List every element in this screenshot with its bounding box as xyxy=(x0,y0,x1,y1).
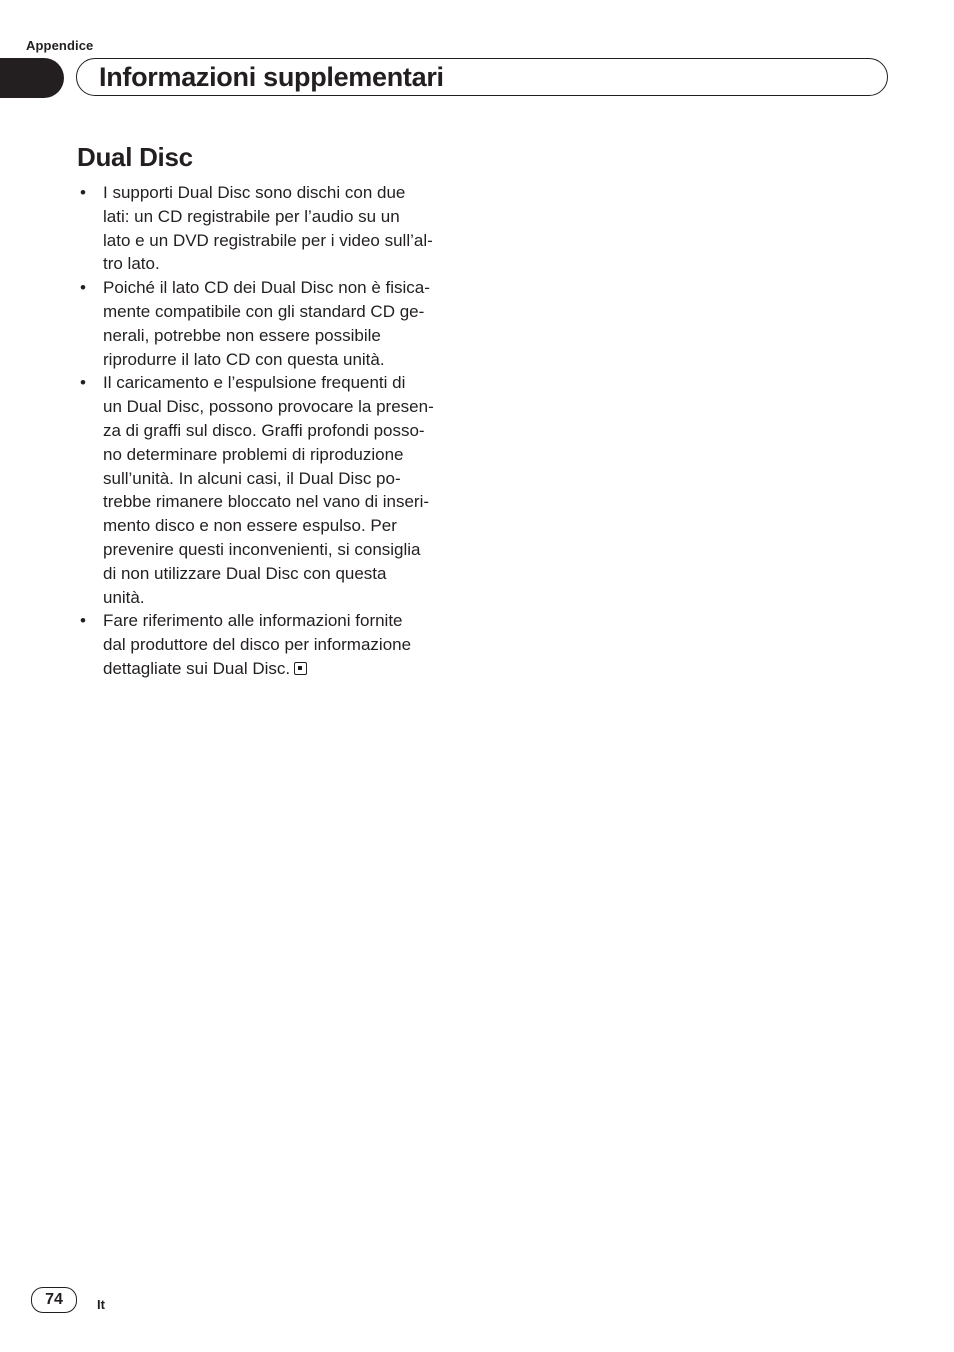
bullet-line: mente compatibile con gli standard CD ge- xyxy=(103,301,425,321)
bullet-line: mento disco e non essere espulso. Per xyxy=(103,516,397,536)
bullet-line: dal produttore del disco per informazione xyxy=(103,635,412,655)
bullet-dot-icon: • xyxy=(80,611,86,631)
bullet-item xyxy=(78,181,470,276)
bullet-line: sull’unità. In alcuni casi, il Dual Disc po- xyxy=(103,468,401,488)
bullet-line: nerali, potrebbe non essere possibile xyxy=(103,325,381,345)
bullet-item xyxy=(78,276,470,371)
section-heading: Dual Disc xyxy=(77,142,193,172)
bullet-line: prevenire questi inconvenienti, si consiglia xyxy=(103,539,421,559)
bullet-line: lati: un CD registrabile per l’audio su un xyxy=(103,206,400,226)
language-code: It xyxy=(97,1297,105,1312)
bullet-line: dettagliate sui Dual Disc. xyxy=(103,658,291,678)
bullet-line: Poiché il lato CD dei Dual Disc non è fisica- xyxy=(103,278,430,298)
end-of-section-icon xyxy=(294,662,307,675)
bullet-line: trebbe rimanere bloccato nel vano di inseri- xyxy=(103,492,430,512)
bullet-list xyxy=(78,181,470,681)
chapter-title: Informazioni supplementari xyxy=(99,62,444,92)
bullet-dot-icon: • xyxy=(80,183,86,202)
bullet-dot-icon: • xyxy=(80,373,86,393)
bullet-line: di non utilizzare Dual Disc con questa xyxy=(103,563,387,583)
bullet-line: un Dual Disc, possono provocare la presen- xyxy=(103,397,434,417)
bullet-line: riprodurre il lato CD con questa unità. xyxy=(103,349,385,369)
chapter-title-frame xyxy=(76,58,888,96)
bullet-line: tro lato. xyxy=(103,254,160,274)
bullet-line: lato e un DVD registrabile per i video sull’al- xyxy=(103,230,433,250)
bullet-line: no determinare problemi di riproduzione xyxy=(103,444,404,464)
bullet-item xyxy=(78,371,470,609)
page-number: 74 xyxy=(31,1287,77,1313)
bullet-line: unità. xyxy=(103,587,145,607)
bullet-line: za di graffi sul disco. Graffi profondi posso- xyxy=(103,420,425,440)
bullet-dot-icon: • xyxy=(80,278,86,298)
bullet-line: Fare riferimento alle informazioni fornite xyxy=(103,611,403,631)
bullet-line: I supporti Dual Disc sono dischi con due xyxy=(103,183,406,202)
bullet-line: Il caricamento e l’espulsione frequenti di xyxy=(103,373,406,393)
bullet-item xyxy=(78,609,470,680)
section-tab-marker xyxy=(0,58,64,98)
section-label: Appendice xyxy=(26,38,94,53)
